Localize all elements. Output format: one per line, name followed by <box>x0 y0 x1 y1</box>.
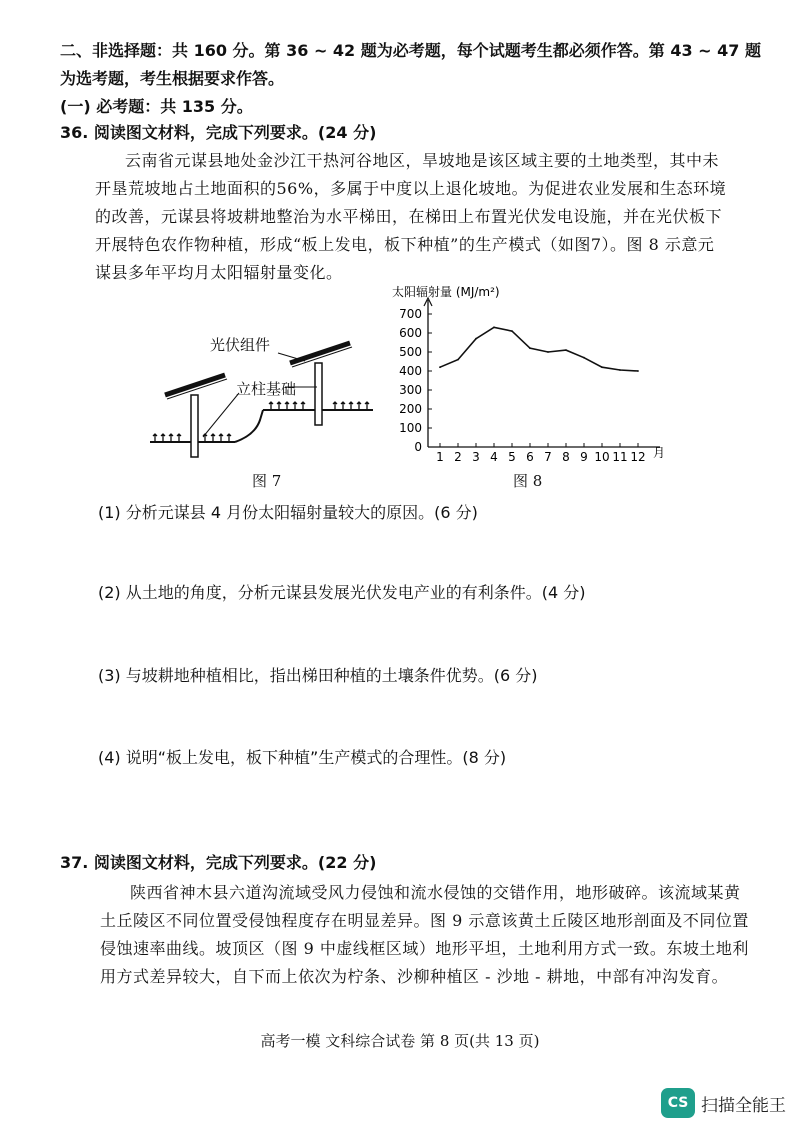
watermark-text: 扫描全能王 <box>701 1095 786 1116</box>
q36-para-line: 的改善，元谋县将坡耕地整治为水平梯田，在梯田上布置光伏发电设施，并在光伏板下 <box>95 207 723 226</box>
data-point <box>457 359 459 361</box>
q36-subquestion-4: (4) 说明“板上发电，板下种植”生产模式的合理性。(8 分) <box>98 748 507 767</box>
fig7-label-panel: 光伏组件 <box>210 336 271 354</box>
x-tick-label: 1 <box>436 450 444 464</box>
x-tick-label: 6 <box>526 450 534 464</box>
y-tick-label: 600 <box>399 326 422 340</box>
x-tick-label: 4 <box>490 450 498 464</box>
chart-title: 太阳辐射量 (MJ/m²) <box>392 285 500 299</box>
q37-para-line: 陕西省神木县六道沟流域受风力侵蚀和流水侵蚀的交错作用，地形破碎。该流域某黄 <box>130 883 741 902</box>
x-tick-label: 9 <box>580 450 588 464</box>
data-point <box>529 347 531 349</box>
data-point <box>619 369 621 371</box>
x-tick-label: 11 <box>612 450 628 464</box>
fig7-label-base: 立柱基础 <box>236 380 297 398</box>
q37-header: 37. 阅读图文材料，完成下列要求。(22 分) <box>60 853 377 872</box>
data-point <box>565 349 567 351</box>
data-point <box>637 370 639 372</box>
q36-subquestion-1: (1) 分析元谋县 4 月份太阳辐射量较大的原因。(6 分) <box>98 503 478 522</box>
x-tick-label: 2 <box>454 450 462 464</box>
data-point <box>583 357 585 359</box>
chart-xlabel: 月 <box>653 446 666 460</box>
q37-para-line: 侵蚀速率曲线。坡顶区（图 9 中虚线框区域）地形平坦，土地利用方式一致。东坡土地利 <box>100 939 749 958</box>
y-tick-label: 200 <box>399 402 422 416</box>
x-tick-label: 3 <box>472 450 480 464</box>
data-point <box>439 366 441 368</box>
data-point <box>547 351 549 353</box>
y-tick-label: 300 <box>399 383 422 397</box>
data-point <box>475 338 477 340</box>
section-line-2: 为选考题，考生根据要求作答。 <box>60 69 285 88</box>
x-tick-label: 12 <box>630 450 646 464</box>
q36-para-line: 云南省元谋县地处金沙江干热河谷地区，旱坡地是该区域主要的土地类型，其中未 <box>125 151 720 170</box>
q36-para-line: 开垦荒坡地占土地面积的56%，多属于中度以上退化坡地。为促进农业发展和生态环境 <box>95 179 727 198</box>
y-tick-label: 500 <box>399 345 422 359</box>
scanner-watermark <box>661 1088 786 1118</box>
camscanner-logo-icon: CS <box>661 1088 695 1118</box>
q36-para-line: 谋县多年平均月太阳辐射量变化。 <box>95 263 343 282</box>
q36-header: 36. 阅读图文材料，完成下列要求。(24 分) <box>60 123 377 142</box>
data-point <box>511 330 513 332</box>
q36-para-line: 开展特色农作物种植，形成“板上发电，板下种植”的生产模式（如图7）。图 8 示意元 <box>95 235 715 254</box>
x-tick-label: 7 <box>544 450 552 464</box>
fig8-caption: 图 8 <box>513 472 543 490</box>
section-line-1: 二、非选择题：共 160 分。第 36 ~ 42 题为必考题，每个试题考生都必须作答。第 43 ~ 47 题 <box>60 41 761 60</box>
x-tick-label: 5 <box>508 450 516 464</box>
q36-subquestion-2: (2) 从土地的角度，分析元谋县发展光伏发电产业的有利条件。(4 分) <box>98 583 586 602</box>
figure-8-chart <box>380 282 680 472</box>
data-point <box>601 366 603 368</box>
q37-para-line: 土丘陵区不同位置受侵蚀程度存在明显差异。图 9 示意该黄土丘陵区地形剖面及不同位置 <box>100 911 749 930</box>
page-footer: 高考一模 文科综合试卷 第 8 页(共 13 页) <box>260 1032 540 1050</box>
y-tick-label: 100 <box>399 421 422 435</box>
section-line-3: (一) 必考题：共 135 分。 <box>60 97 253 116</box>
x-tick-label: 10 <box>594 450 610 464</box>
fig7-caption: 图 7 <box>252 472 282 490</box>
radiation-series-line <box>440 327 638 371</box>
x-tick-label: 8 <box>562 450 570 464</box>
q36-subquestion-3: (3) 与坡耕地种植相比，指出梯田种植的土壤条件优势。(6 分) <box>98 666 538 685</box>
data-point <box>493 326 495 328</box>
q37-para-line: 用方式差异较大，自下而上依次为柠条、沙柳种植区 - 沙地 - 耕地，中部有冲沟发育。 <box>100 967 729 986</box>
y-tick-label: 400 <box>399 364 422 378</box>
y-tick-label: 700 <box>399 307 422 321</box>
y-tick-label: 0 <box>414 440 422 454</box>
